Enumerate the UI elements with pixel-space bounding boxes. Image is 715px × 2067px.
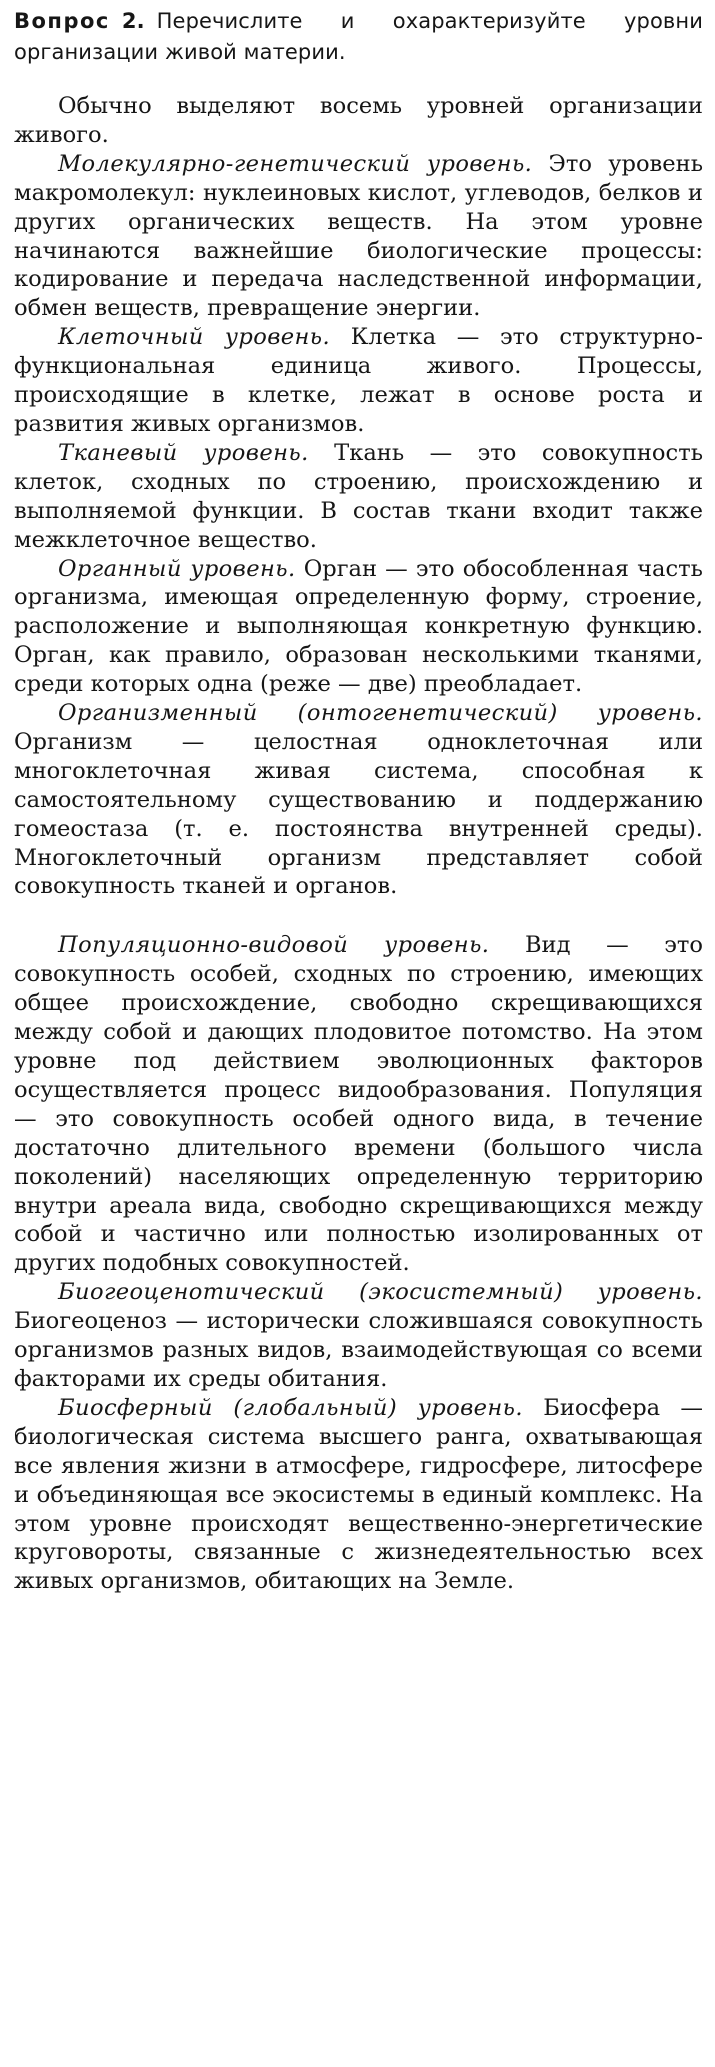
question-heading (14, 6, 703, 68)
answer-text (14, 92, 703, 1596)
level-tissue (14, 439, 703, 555)
level-description: Биогеоценоз — исторически сложившаяся совокупность организмов разных видов, взаимодействующая со всеми факторами их среды обитания. (14, 1308, 703, 1392)
level-term: Молекулярно-генетический уровень. (58, 150, 533, 177)
level-description: Орган — это обособленная часть организма, имеющая определенную форму, строение, расположение и выполняющая конкретную функцию. Орган, как правило, образован несколькими тканями, среди которых одна (реже — две) преобладает. (14, 555, 703, 698)
question-number: 2. (121, 9, 145, 33)
level-description: Ткань — это совокупность клеток, сходных по строению, происхождению и выполняемой функции. В состав ткани входит также межклеточное вещество. (14, 439, 703, 553)
level-term: Биогеоценотический (экосистемный) уровень. (58, 1279, 703, 1306)
question-text: Перечислите и охарактеризуйте уровни организации живой материи. (14, 9, 703, 64)
level-population-species (14, 931, 703, 1278)
level-organ (14, 555, 703, 700)
level-term: Органный уровень. (58, 555, 296, 582)
level-biospheric (14, 1394, 703, 1596)
level-molecular-genetic (14, 150, 703, 323)
level-description: Биосфера — биологическая система высшего ранга, охватывающая все явления жизни в атмосфере, гидросфере, литосфере и объединяющая все экосистемы в единый комплекс. На этом уровне происходят вещественно-энергетические круговороты, связанные с жизнедеятельностью всех живых организмов, обитающих на Земле. (14, 1394, 703, 1595)
level-organismal (14, 699, 703, 901)
level-term: Биосферный (глобальный) уровень. (58, 1394, 523, 1421)
level-description: Это уровень макромолекул: нуклеиновых кислот, углеводов, белков и других органических веществ. На этом уровне начинаются важнейшие биологические процессы: кодирование и передача наследственной информации, обмен веществ, превращение энергии. (14, 150, 704, 322)
level-term: Популяционно-видовой уровень. (58, 932, 490, 959)
level-description: Организм — целостная одноклеточная или многоклеточная живая система, способная к самостоятельному существованию и поддержанию гомеостаза (т. е. постоянства внутренней среды). Многоклеточный организм представляет собой совокупность тканей и органов. (14, 728, 703, 900)
level-description: Вид — это совокупность особей, сходных по строению, имеющих общее происхождение, свободно скрещивающихся между собой и дающих плодовитое потомство. На этом уровне под действием эволюционных факторов осуществляется процесс видообразования. Популяция — это совокупность особей одного вида, в течение достаточно длительного времени (большого числа поколений) населяющих определенную территорию внутри ареала вида, свободно скрещивающихся между собой и частично или полностью изолированных от других подобных совокупностей. (14, 932, 703, 1277)
level-description: Клетка — это структурно-функциональная единица живого. Процессы, происходящие в клетке, лежат в основе роста и развития живых организмов. (14, 324, 703, 437)
level-term: Организменный (онтогенетический) уровень. (58, 700, 703, 727)
level-cellular (14, 323, 703, 439)
question-label: Вопрос (14, 9, 110, 33)
level-biogeocenotic (14, 1278, 703, 1394)
level-term: Тканевый уровень. (58, 439, 309, 466)
level-term: Клеточный уровень. (58, 324, 331, 351)
answer-intro: Обычно выделяют восемь уровней организации живого. (14, 93, 703, 148)
